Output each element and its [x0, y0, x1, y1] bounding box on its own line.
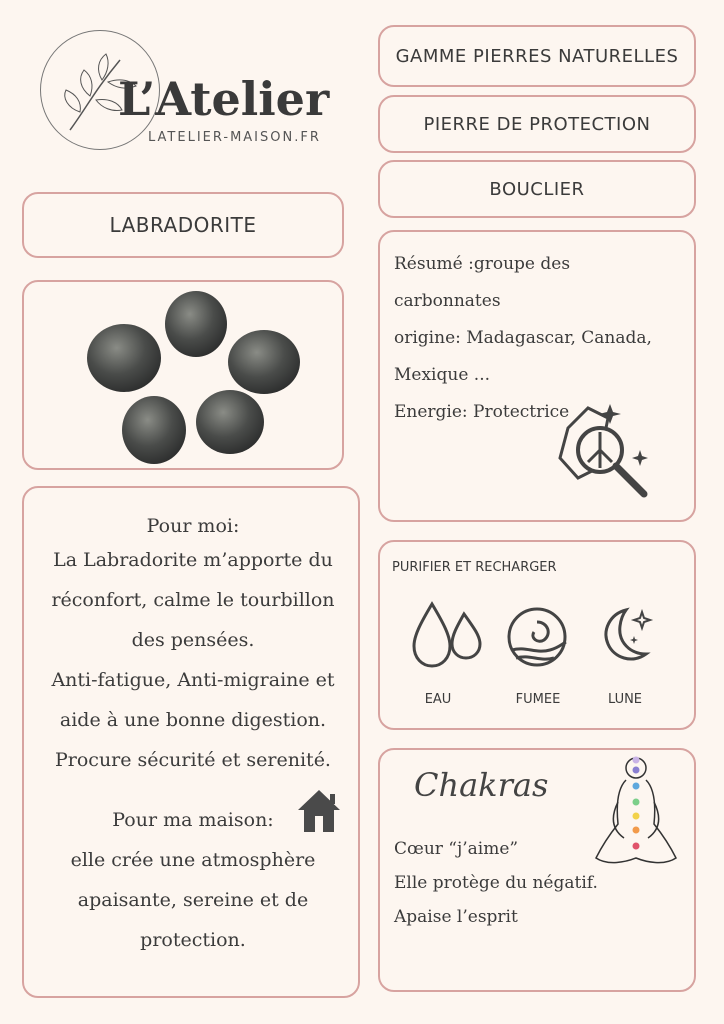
tag-keyword-label: BOUCLIER: [489, 178, 585, 200]
for-me-line: aide à une bonne digestion.: [59, 709, 327, 731]
tag-range-label: GAMME PIERRES NATURELLES: [395, 45, 679, 67]
stone-photo-box: [22, 280, 344, 470]
tag-keyword: [378, 160, 696, 218]
for-home-line: protection.: [140, 929, 246, 951]
smoke-icon: [502, 602, 572, 672]
water-drops-icon: [410, 600, 486, 672]
for-home-heading: Pour ma maison:: [112, 809, 274, 831]
for-me-line: Procure sécurité et serenité.: [55, 749, 331, 771]
tag-range: [378, 25, 696, 87]
for-me-line: La Labradorite m’apporte du: [53, 549, 333, 571]
moon-icon: [594, 602, 660, 668]
purify-item-label: FUMEE: [515, 692, 561, 707]
summary-line: Energie: Protectrice: [394, 402, 570, 422]
chakras-box: [378, 748, 696, 992]
for-home-line: elle crée une atmosphère: [70, 849, 316, 871]
chakras-lines: [394, 832, 598, 934]
purify-item-label: EAU: [424, 692, 452, 707]
tag-category: [378, 95, 696, 153]
summary-line: origine: Madagascar, Canada,: [394, 328, 652, 348]
stone-name-box: [22, 192, 344, 258]
for-me-line: des pensées.: [131, 629, 255, 651]
house-icon: [294, 786, 344, 834]
brand-url: LATELIER-MAISON.FR: [148, 130, 321, 145]
for-home-line: apaisante, sereine et de: [77, 889, 309, 911]
usage-box: [22, 486, 360, 998]
for-me-line: réconfort, calme le tourbillon: [51, 589, 335, 611]
meditation-figure-icon: [588, 754, 684, 874]
brand-name: L’Atelier: [118, 72, 330, 126]
for-me-line: Anti-fatigue, Anti-migraine et: [51, 669, 335, 691]
stones-image: [24, 282, 346, 472]
crystal-magnifier-icon: [548, 398, 658, 508]
purify-title: PURIFIER ET RECHARGER: [392, 560, 557, 575]
summary-line: Mexique ...: [394, 365, 490, 385]
chakras-line: Cœur “j’aime”: [394, 839, 519, 859]
summary-line: Résumé :groupe des carbonnates: [394, 254, 571, 311]
purify-box: [378, 540, 696, 730]
tag-category-label: PIERRE DE PROTECTION: [423, 113, 651, 135]
chakras-title: Chakras: [414, 766, 549, 804]
stone-name: LABRADORITE: [109, 213, 257, 237]
for-me-heading: Pour moi:: [146, 515, 240, 537]
chakras-line: Elle protège du négatif.: [394, 873, 598, 893]
chakras-line: Apaise l’esprit: [394, 907, 518, 927]
purify-item-label: LUNE: [607, 692, 643, 707]
summary-box: [378, 230, 696, 522]
